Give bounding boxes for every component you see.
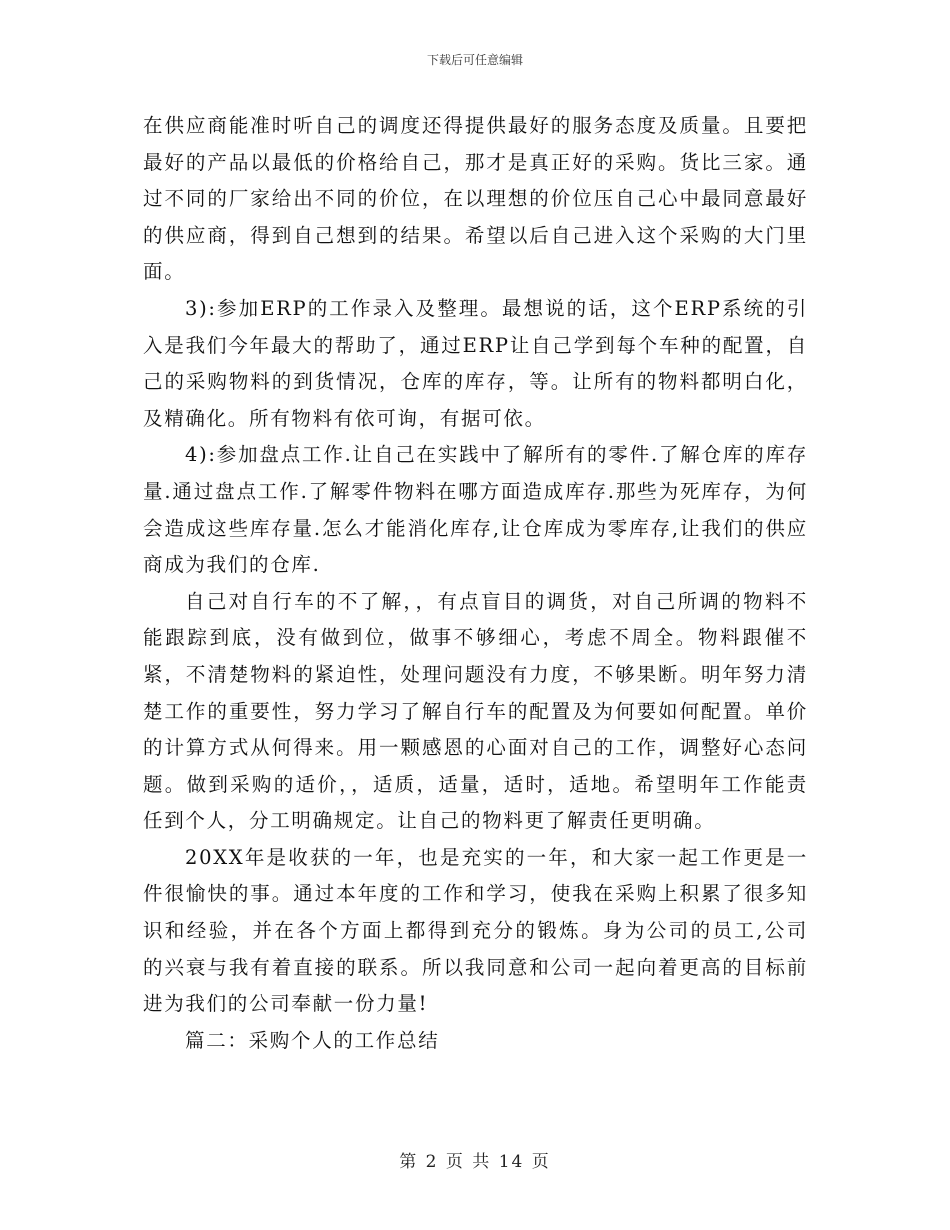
paragraph-4: 自己对自行车的不了解，，有点盲目的调货，对自己所调的物料不能跟踪到底，没有做到位，做事不够细心，考虑不周全。物料跟催不紧，不清楚物料的紧迫性，处理问题没有力度，不够果断。明年努力清楚工作的重要性，努力学习了解自行车的配置及为何要如何配置。单价的计算方式从何得来。用一颗感恩的心面对自己的工作，调整好心态问题。做到采购的适价，，适质，适量，适时，适地。希望明年工作能责任到个人，分工明确规定。让自己的物料更了解责任更明确。 <box>143 589 808 833</box>
page-header: 下载后可任意编辑 <box>426 53 523 67</box>
paragraph-1: 在供应商能准时听自己的调度还得提供最好的服务态度及质量。且要把最好的产品以最低的价格给自己，那才是真正好的采购。货比三家。通过不同的厂家给出不同的价位，在以理想的价位压自己心中最同意最好的供应商，得到自己想到的结果。希望以后自己进入这个采购的大门里面。 <box>143 114 808 284</box>
paragraph-3: 4):参加盘点工作.让自己在实践中了解所有的零件.了解仓库的库存量.通过盘点工作.了解零件物料在哪方面造成库存.那些为死库存，为何会造成这些库存量.怎么才能消化库存,让仓库成为零库存,让我们的供应商成为我们的仓库. <box>143 443 808 577</box>
paragraph-5: 20XX年是收获的一年，也是充实的一年，和大家一起工作更是一件很愉快的事。通过本年度的工作和学习，使我在采购上积累了很多知识和经验，并在各个方面上都得到充分的锻炼。身为公司的员工,公司的兴衰与我有着直接的联系。所以我同意和公司一起向着更高的目标前进为我们的公司奉献一份力量! <box>143 845 808 1016</box>
paragraph-2: 3):参加ERP的工作录入及整理。最想说的话，这个ERP系统的引入是我们今年最大的帮助了，通过ERP让自己学到每个车种的配置，自己的采购物料的到货情况，仓库的库存，等。让所有的物料都明白化，及精确化。所有物料有依可询，有据可依。 <box>143 296 808 430</box>
section-heading: 篇二：采购个人的工作总结 <box>185 1028 440 1052</box>
document-body <box>143 108 808 1059</box>
page-number-footer: 第 2 页 共 14 页 <box>399 1152 551 1172</box>
